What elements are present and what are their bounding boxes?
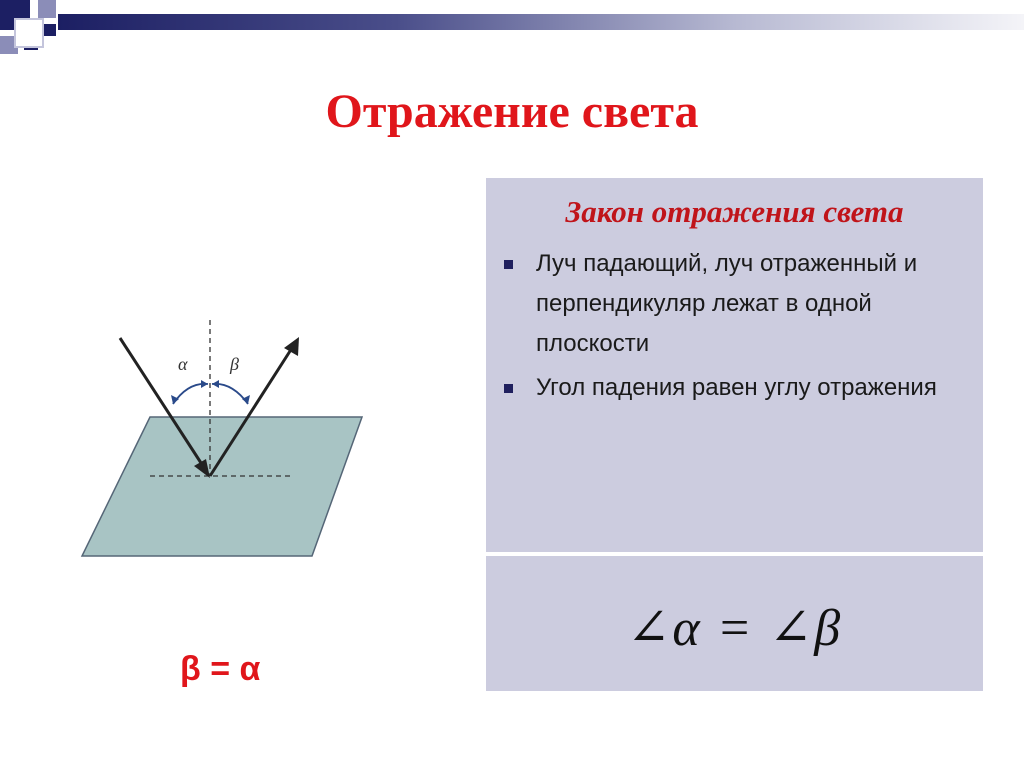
slide-title: Отражение света (325, 85, 699, 138)
reflection-diagram (70, 300, 370, 570)
beta-label: β (230, 354, 239, 374)
bullet-text: Луч падающий, луч отраженный и перпендикуляр лежат в одной плоскости (536, 250, 918, 357)
formula: ∠α = ∠β (626, 600, 843, 657)
bullet-square-icon (504, 384, 513, 393)
bullet-text: Угол падения равен углу отражения (536, 374, 937, 401)
law-panel (486, 178, 983, 552)
reflected-arrowhead (284, 337, 299, 356)
bullet-square-icon (504, 260, 513, 269)
list-item (500, 368, 970, 408)
law-bullets (500, 244, 970, 412)
alpha-label: α (178, 354, 188, 374)
angle-equation: β = α (180, 650, 261, 688)
list-item (500, 244, 970, 364)
mirror-plane (82, 417, 362, 556)
law-title: Закон отражения света (565, 194, 904, 229)
formula-panel (486, 556, 983, 691)
top-decorative-bar (58, 14, 1024, 30)
